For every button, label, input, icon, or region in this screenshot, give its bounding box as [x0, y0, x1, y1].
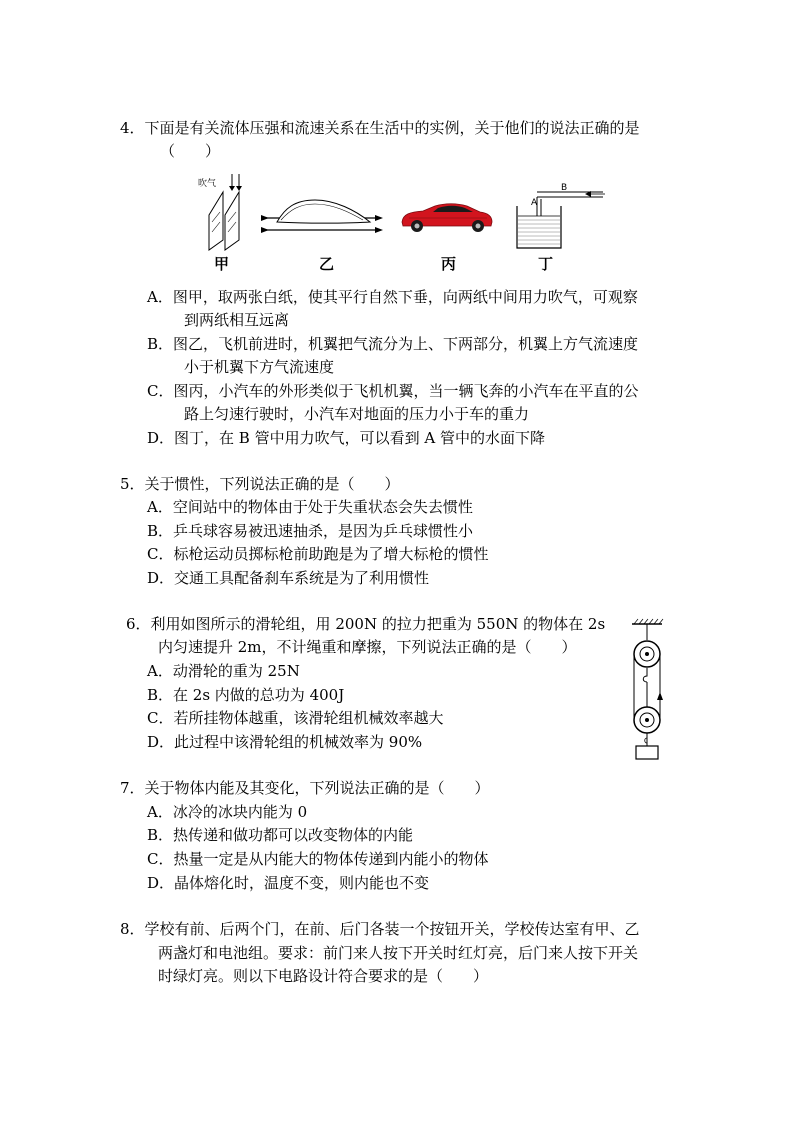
q4-stem-line1: 4．下面是有关流体压强和流速关系在生活中的实例，关于他们的说法正确的是 [120, 119, 640, 137]
tube-b-label: B [561, 183, 568, 193]
q4-option-c-line2: 路上匀速行驶时，小汽车对地面的压力小于车的重力 [184, 405, 530, 423]
q6-option-b: B．在 2s 内做的总功为 400J [147, 686, 345, 704]
q8-stem-line3: 时绿灯亮。则以下电路设计符合要求的是（ ） [158, 967, 489, 985]
figure-jia-papers [198, 174, 242, 250]
figure-label-ding: 丁 [538, 255, 554, 273]
figure-ding-beaker [517, 183, 605, 248]
q4-option-b-line1: B．图乙，飞机前进时，机翼把气流分为上、下两部分，机翼上方气流速度 [147, 335, 639, 353]
q5-option-a: A．空间站中的物体由于处于失重状态会失去惯性 [147, 498, 473, 516]
q4-option-d: D．图丁，在 B 管中用力吹气，可以看到 A 管中的水面下降 [147, 429, 545, 447]
q6-option-d: D．此过程中该滑轮组的机械效率为 90% [147, 733, 423, 751]
blow-label: 吹气 [198, 179, 217, 189]
figure-label-yi: 乙 [319, 255, 335, 273]
figure-label-jia: 甲 [214, 255, 230, 273]
q6-option-a: A．动滑轮的重为 25N [147, 662, 300, 680]
q5-stem: 5．关于惯性，下列说法正确的是（ ） [120, 475, 400, 493]
q7-stem: 7．关于物体内能及其变化，下列说法正确的是（ ） [120, 779, 490, 797]
q4-option-b-line2: 小于机翼下方气流速度 [184, 358, 335, 376]
q7-option-d: D．晶体熔化时，温度不变，则内能也不变 [147, 874, 430, 892]
q7-option-c: C．热量一定是从内能大的物体传递到内能小的物体 [147, 850, 489, 868]
figure-bing-car [402, 204, 492, 232]
q4-option-a-line1: A．图甲，取两张白纸，使其平行自然下垂，向两纸中间用力吹气，可观察 [147, 288, 638, 306]
figure-yi-wing [261, 200, 383, 233]
figure-label-bing: 丙 [441, 255, 457, 273]
q4-stem-line2: （ ） [160, 142, 221, 160]
tube-a-label: A [531, 198, 538, 208]
q7-option-a: A．冰冷的冰块内能为 0 [147, 803, 308, 821]
q8-stem-line1: 8．学校有前、后两个门，在前、后门各装一个按钮开关，学校传达室有甲、乙 [120, 920, 640, 938]
pulley-figure [626, 616, 670, 764]
q7-option-b: B．热传递和做功都可以改变物体的内能 [147, 826, 414, 844]
q5-option-c: C．标枪运动员掷标枪前助跑是为了增大标枪的惯性 [147, 545, 489, 563]
q4-option-a-line2: 到两纸相互远离 [184, 311, 290, 329]
q6-option-c: C．若所挂物体越重，该滑轮组机械效率越大 [147, 709, 444, 727]
q4-option-c-line1: C．图丙，小汽车的外形类似于飞机机翼，当一辆飞奔的小汽车在平直的公 [147, 382, 639, 400]
q5-option-b: B．乒乓球容易被迅速抽杀，是因为乒乓球惯性小 [147, 522, 474, 540]
q6-stem-line1: 6．利用如图所示的滑轮组，用 200N 的拉力把重为 550N 的物体在 2s [126, 615, 606, 633]
q8-stem-line2: 两盏灯和电池组。要求：前门来人按下开关时红灯亮，后门来人按下开关 [158, 944, 639, 962]
q5-option-d: D．交通工具配备刹车系统是为了利用惯性 [147, 569, 430, 587]
q6-stem-line2: 内匀速提升 2m，不计绳重和摩擦，下列说法正确的是（ ） [158, 638, 577, 656]
